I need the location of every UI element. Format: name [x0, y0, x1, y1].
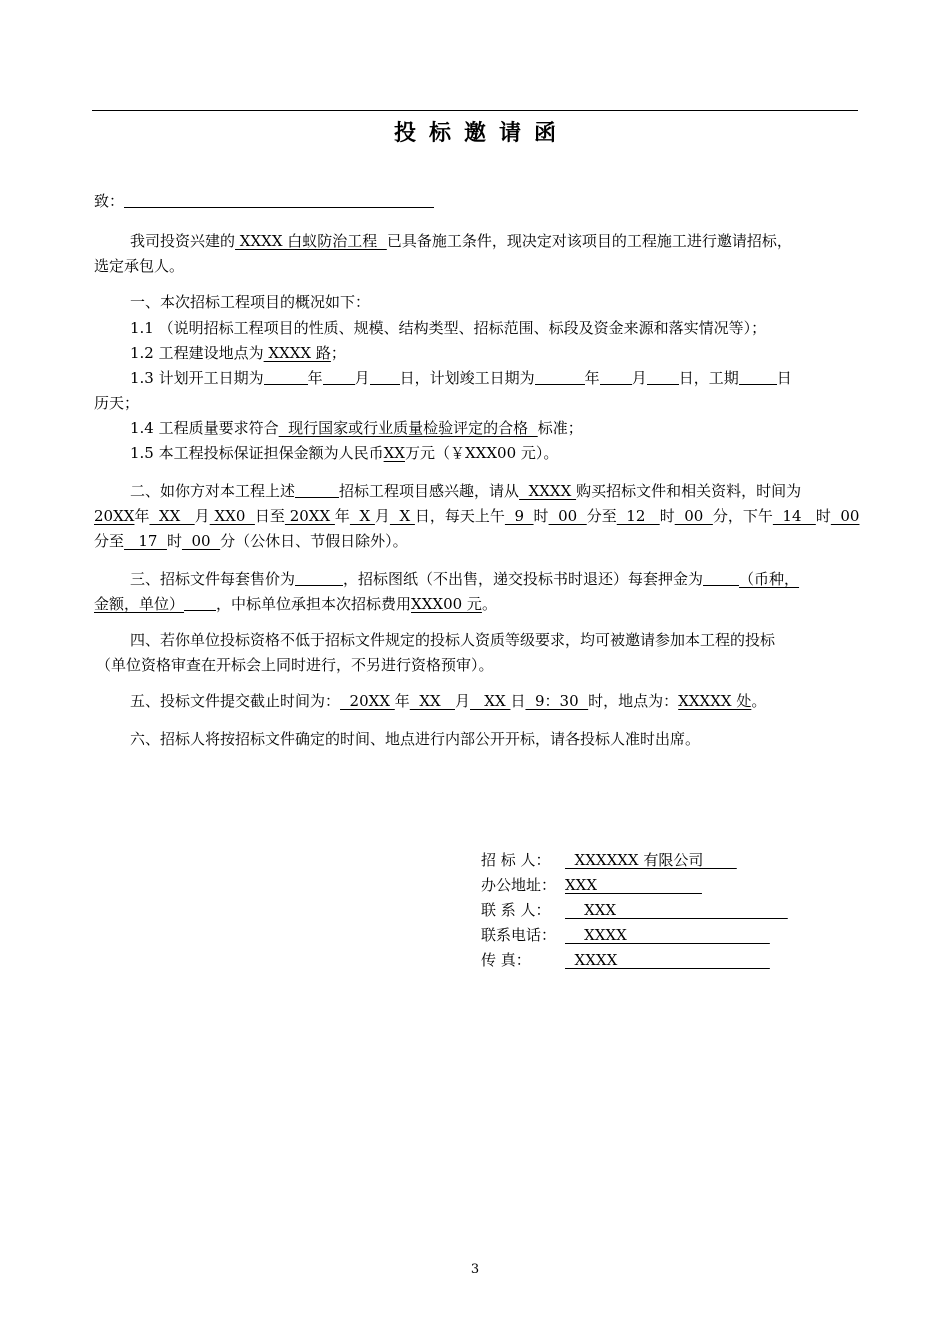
filled-value: XX — [149, 507, 195, 525]
quality-standard: 现行国家或行业质量检验评定的合格 — [278, 419, 538, 437]
section-3-line-1 — [130, 569, 799, 589]
filled-value: 9：30 — [525, 692, 589, 710]
section-2-line-3 — [94, 531, 408, 551]
section-text: 三、招标文件每套售价为 — [130, 570, 296, 588]
section-text: 月 — [454, 692, 470, 710]
header-rule — [92, 110, 858, 111]
filled-value: X — [349, 507, 375, 525]
section-text: 分，下午 — [712, 507, 773, 525]
section-text: ，招标图纸（不出售，递交投标书时退还）每套押金为 — [343, 570, 704, 588]
section-text: 五、投标文件提交截止时间为： — [130, 692, 341, 710]
filled-value: 00 — [181, 532, 221, 550]
tender-fee: XXX00 元 — [411, 595, 482, 613]
section-2-line-1 — [130, 481, 801, 501]
item-label: 1.3 计划开工日期为 — [130, 369, 264, 387]
item-1-2 — [130, 343, 346, 363]
section-1-heading: 一、本次招标工程项目的概况如下： — [130, 293, 371, 311]
section-text: 二、如你方对本工程上述 — [130, 482, 296, 500]
section-text: 时，地点为： — [588, 692, 679, 710]
project-blank — [295, 482, 339, 498]
signature-label: 招 标 人： — [481, 851, 551, 869]
filled-value: 00 — [830, 507, 860, 525]
section-text: 月 — [194, 507, 210, 525]
filled-value: XX — [409, 692, 455, 710]
addressee-blank — [124, 192, 434, 208]
signature-row — [481, 875, 702, 895]
end-year-blank — [535, 369, 585, 385]
intro-text: 已具备施工条件，现决定对该项目的工程施工进行邀请招标， — [386, 232, 792, 250]
item-text: 日 — [776, 369, 792, 387]
item-text: 年 — [584, 369, 600, 387]
filled-value: X — [389, 507, 415, 525]
project-name: XXXX 白蚁防治工程 — [235, 232, 387, 250]
section-text: 日至 — [254, 507, 285, 525]
section-5-line — [130, 691, 766, 711]
section-text: 。 — [751, 692, 767, 710]
construction-site: XXXX 路 — [263, 344, 331, 362]
section-text: 时 — [659, 507, 675, 525]
intro-line-1 — [130, 231, 792, 251]
vendor: XXXX — [519, 482, 577, 500]
signature-value: XXX — [565, 901, 788, 919]
filled-value: 9 — [504, 507, 534, 525]
section-text: 日 — [510, 692, 526, 710]
item-1-4 — [130, 418, 583, 438]
signature-row — [481, 900, 788, 920]
filled-value: 20XX — [284, 507, 335, 525]
filled-value: 14 — [772, 507, 816, 525]
section-text: 时 — [166, 532, 182, 550]
signature-row — [481, 925, 770, 945]
section-text: 月 — [374, 507, 390, 525]
signature-row — [481, 950, 770, 970]
item-text: 万元（￥XXX00 元）。 — [404, 444, 559, 462]
item-text: ； — [330, 344, 346, 362]
signature-label: 联 系 人： — [481, 901, 551, 919]
item-1-3-cont: 历天； — [94, 394, 140, 412]
item-text: 标准； — [537, 419, 583, 437]
intro-text: 我司投资兴建的 — [130, 232, 236, 250]
section-text: 招标工程项目感兴趣，请从 — [339, 482, 520, 500]
item-text: 月 — [631, 369, 647, 387]
section-text: 年 — [394, 692, 410, 710]
section-2-line-2 — [94, 506, 859, 526]
section-3-line-2 — [94, 594, 497, 614]
page-number: 3 — [470, 1262, 480, 1277]
filled-value: XX0 — [209, 507, 255, 525]
section-text: 。 — [481, 595, 497, 613]
filled-value: XXXXX 处 — [678, 692, 752, 710]
item-label: 1.4 工程质量要求符合 — [130, 419, 279, 437]
signature-row — [481, 850, 737, 870]
item-1-3 — [130, 368, 792, 388]
section-text: 日，每天上午 — [414, 507, 505, 525]
item-text: 日，计划竣工日期为 — [399, 369, 535, 387]
filled-value: 12 — [616, 507, 660, 525]
signature-value: XXXX — [565, 926, 770, 944]
end-month-blank — [600, 369, 632, 385]
item-1-1: 1.1 （说明招标工程项目的性质、规模、结构类型、招标范围、标段及资金来源和落实情况等）； — [130, 319, 767, 337]
section-6-line: 六、招标人将按招标文件确定的时间、地点进行内部公开开标，请各投标人准时出席。 — [130, 730, 701, 748]
item-label: 1.2 工程建设地点为 — [130, 344, 264, 362]
item-text: 月 — [354, 369, 370, 387]
start-month-blank — [323, 369, 355, 385]
section-text: 时 — [533, 507, 549, 525]
section-text: 分至 — [94, 532, 125, 550]
signature-value: XXXX — [565, 951, 770, 969]
document-title: 投标邀请函 — [393, 121, 569, 146]
price-blank — [295, 570, 343, 586]
start-day-blank — [370, 369, 400, 385]
item-text: 年 — [307, 369, 323, 387]
item-label: 1.5 本工程投标保证担保金额为人民币 — [130, 444, 384, 462]
signature-label: 办公地址： — [481, 876, 557, 894]
section-text: 年 — [134, 507, 150, 525]
start-year-blank — [264, 369, 308, 385]
section-text: 分至 — [586, 507, 617, 525]
filled-value: 17 — [124, 532, 167, 550]
section-text: 时 — [815, 507, 831, 525]
duration-blank — [739, 369, 777, 385]
section-4-line-2: （单位资格审查在开标会上同时进行，不另进行资格预审）。 — [96, 656, 494, 674]
end-day-blank — [647, 369, 679, 385]
filled-value: 20XX — [94, 507, 135, 525]
deposit-blank-2 — [184, 595, 216, 611]
signature-label: 传 真： — [481, 951, 531, 969]
signature-value: XXXXXX 有限公司 — [565, 851, 737, 869]
signature-value: XXX — [565, 876, 702, 894]
intro-line-2: 选定承包人。 — [94, 257, 185, 275]
deposit-note: 金额，单位） — [94, 595, 185, 613]
section-text: ，中标单位承担本次招标费用 — [216, 595, 412, 613]
deposit-note: （币种， — [739, 570, 800, 588]
filled-value: XX — [470, 692, 511, 710]
section-text: 年 — [334, 507, 350, 525]
filled-value: 00 — [548, 507, 587, 525]
to-label: 致： — [94, 192, 125, 210]
section-4-line-1: 四、若你单位投标资格不低于招标文件规定的投标人资质等级要求，均可被邀请参加本工程的投标 — [130, 631, 776, 649]
filled-value: 20XX — [340, 692, 395, 710]
bond-amount: XX — [383, 444, 405, 462]
section-text: 分（公休日、节假日除外）。 — [220, 532, 408, 550]
signature-label: 联系电话： — [481, 926, 557, 944]
addressee-line — [94, 191, 434, 211]
section-text: 购买招标文件和相关资料，时间为 — [576, 482, 802, 500]
item-text: 日，工期 — [678, 369, 739, 387]
deposit-blank — [703, 570, 739, 586]
filled-value: 00 — [674, 507, 713, 525]
item-1-5 — [130, 443, 558, 463]
